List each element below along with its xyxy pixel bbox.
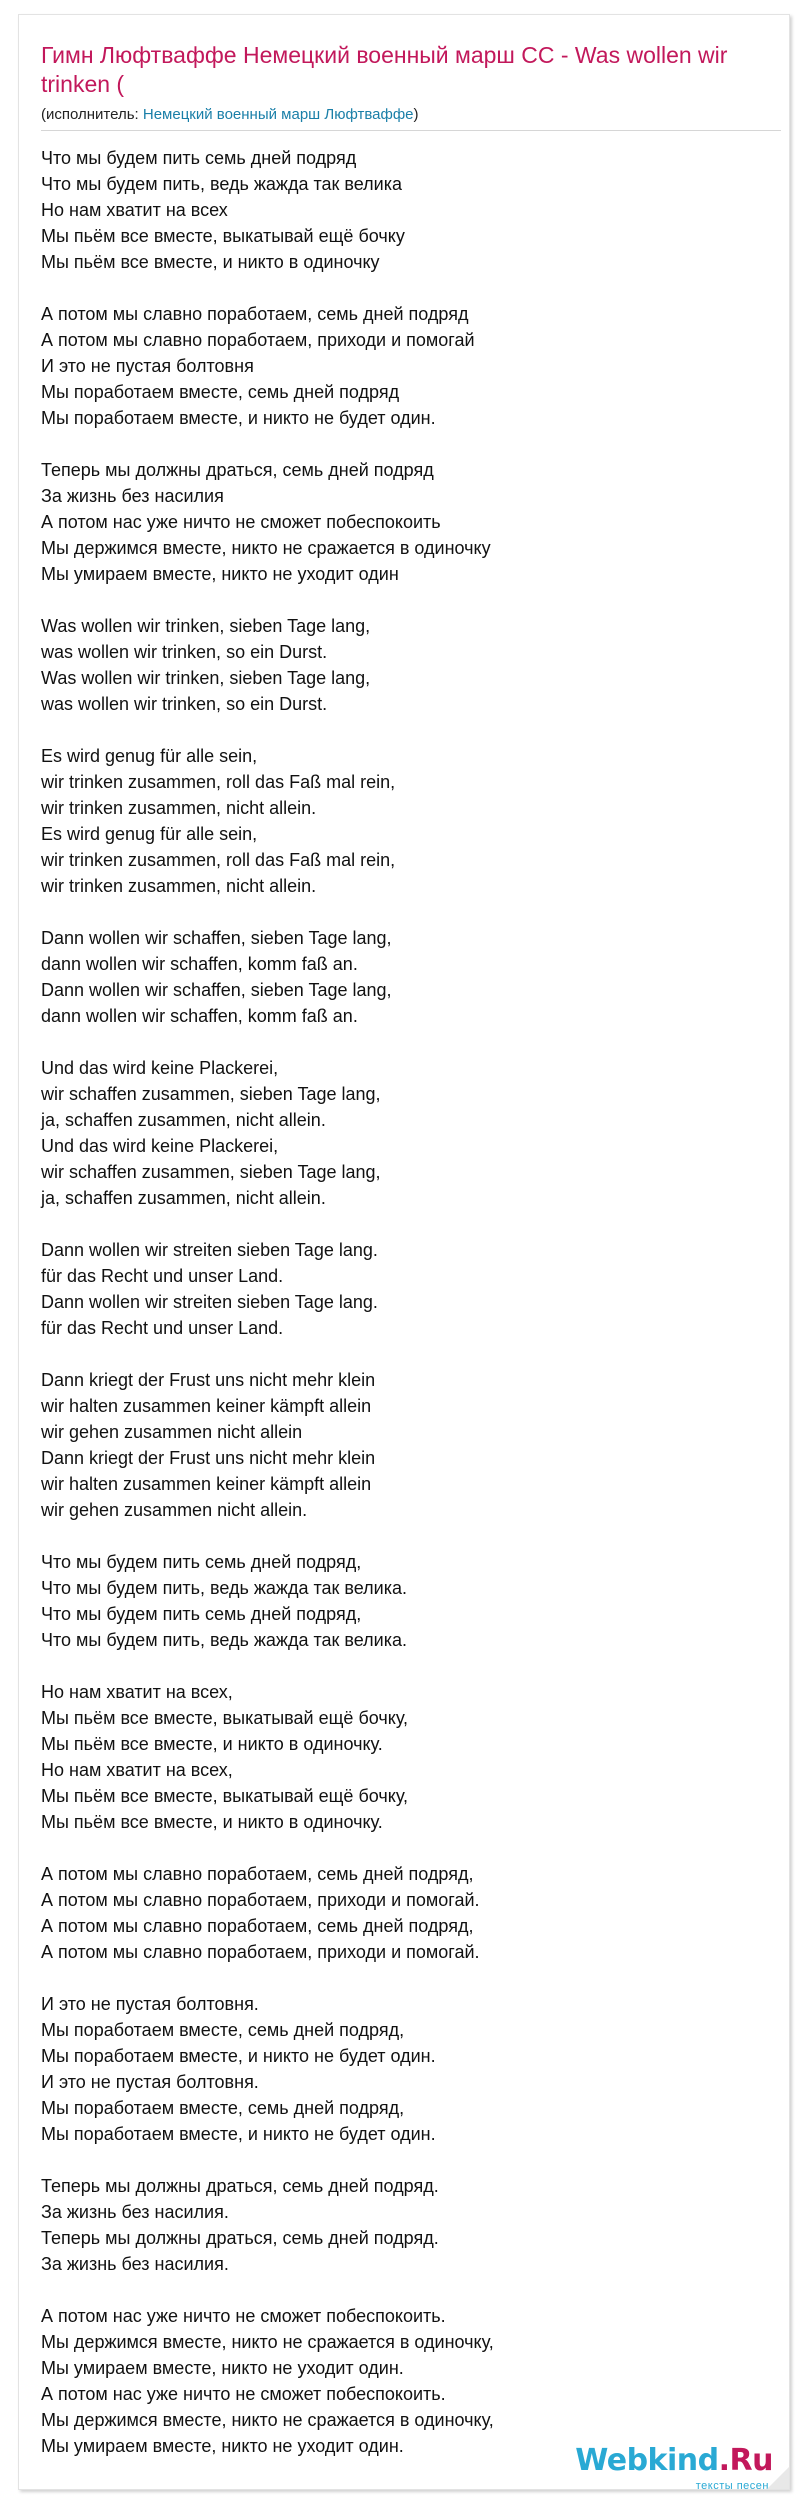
lyrics-line: ja, schaffen zusammen, nicht allein.	[41, 1188, 326, 1208]
lyrics-stanza	[41, 1237, 781, 1341]
lyrics-line: wir trinken zusammen, roll das Faß mal rein,	[41, 772, 396, 792]
lyrics-line: wir schaffen zusammen, sieben Tage lang,	[41, 1162, 381, 1182]
lyrics-line: Dann kriegt der Frust uns nicht mehr klein	[41, 1448, 376, 1468]
lyrics-line: für das Recht und unser Land.	[41, 1266, 284, 1286]
lyrics-line: За жизнь без насилия	[41, 486, 224, 506]
lyrics-line: Что мы будем пить, ведь жажда так велика	[41, 174, 403, 194]
lyrics-stanza	[41, 743, 781, 899]
lyrics-line: Но нам хватит на всех,	[41, 1682, 233, 1702]
lyrics-line: Es wird genug für alle sein,	[41, 824, 258, 844]
lyrics-line: Und das wird keine Plackerei,	[41, 1058, 279, 1078]
lyrics-line: Мы пьём все вместе, и никто в одиночку.	[41, 1734, 383, 1754]
lyrics-line: Dann wollen wir streiten sieben Tage lang.	[41, 1240, 378, 1260]
lyrics-line: Es wird genug für alle sein,	[41, 746, 258, 766]
lyrics-stanza	[41, 145, 781, 275]
lyrics-line: Was wollen wir trinken, sieben Tage lang,	[41, 616, 371, 636]
lyrics-stanza	[41, 1055, 781, 1211]
lyrics-line: А потом мы славно поработаем, семь дней подряд,	[41, 1864, 474, 1884]
lyrics-line: И это не пустая болтовня.	[41, 1994, 259, 2014]
lyrics-line: wir trinken zusammen, nicht allein.	[41, 798, 317, 818]
lyrics-stanza	[41, 1549, 781, 1653]
artist-link[interactable]: Немецкий военный марш Люфтваффе	[142, 106, 414, 123]
lyrics-line: За жизнь без насилия.	[41, 2202, 229, 2222]
lyrics-line: А потом мы славно поработаем, семь дней подряд	[41, 304, 469, 324]
lyrics-line: wir trinken zusammen, nicht allein.	[41, 876, 317, 896]
lyrics-line: Мы держимся вместе, никто не сражается в одиночку,	[41, 2332, 494, 2352]
lyrics-line: Но нам хватит на всех	[41, 200, 228, 220]
lyrics-stanza	[41, 613, 781, 717]
lyrics-line: Мы поработаем вместе, семь дней подряд,	[41, 2098, 405, 2118]
lyrics-line: ja, schaffen zusammen, nicht allein.	[41, 1110, 326, 1130]
lyrics-line: Мы пьём все вместе, и никто в одиночку.	[41, 1812, 383, 1832]
lyrics-stanza	[41, 1367, 781, 1523]
lyrics-line: Что мы будем пить, ведь жажда так велика.	[41, 1630, 408, 1650]
lyrics-line: Что мы будем пить семь дней подряд,	[41, 1604, 362, 1624]
artist-prefix: (исполнитель:	[41, 106, 143, 123]
lyrics-line: Мы поработаем вместе, семь дней подряд,	[41, 2020, 405, 2040]
lyrics-stanza	[41, 925, 781, 1029]
lyrics-line: Теперь мы должны драться, семь дней подряд	[41, 460, 434, 480]
lyrics-line: Мы поработаем вместе, и никто не будет один.	[41, 2124, 436, 2144]
lyrics-line: wir gehen zusammen nicht allein	[41, 1422, 303, 1442]
lyrics-line: wir trinken zusammen, roll das Faß mal rein,	[41, 850, 396, 870]
lyrics-line: wir schaffen zusammen, sieben Tage lang,	[41, 1084, 381, 1104]
logo-tagline: тексты песен	[695, 2480, 769, 2492]
lyrics-line: Мы умираем вместе, никто не уходит один.	[41, 2358, 404, 2378]
logo-brand: Webkind	[575, 2443, 719, 2478]
lyrics-line: für das Recht und unser Land.	[41, 1318, 284, 1338]
lyrics-line: Теперь мы должны драться, семь дней подряд.	[41, 2176, 439, 2196]
lyrics-line: Мы пьём все вместе, выкатывай ещё бочку,	[41, 1708, 409, 1728]
lyrics-body	[41, 145, 781, 2485]
lyrics-line: Теперь мы должны драться, семь дней подряд.	[41, 2228, 439, 2248]
lyrics-line: Что мы будем пить семь дней подряд	[41, 148, 357, 168]
lyrics-line: Мы пьём все вместе, и никто в одиночку	[41, 252, 380, 272]
lyrics-line: Мы пьём все вместе, выкатывай ещё бочку	[41, 226, 405, 246]
logo-tld: .Ru	[718, 2443, 773, 2478]
lyrics-line: А потом мы славно поработаем, приходи и помогай.	[41, 1942, 480, 1962]
artist-suffix: )	[413, 106, 419, 123]
lyrics-line: wir halten zusammen keiner kämpft allein	[41, 1474, 372, 1494]
lyrics-line: Was wollen wir trinken, sieben Tage lang,	[41, 668, 371, 688]
lyrics-line: За жизнь без насилия.	[41, 2254, 229, 2274]
lyrics-line: dann wollen wir schaffen, komm faß an.	[41, 1006, 358, 1026]
lyrics-line: Und das wird keine Plackerei,	[41, 1136, 279, 1156]
lyrics-line: wir gehen zusammen nicht allein.	[41, 1500, 308, 1520]
page-curl-corner	[767, 2467, 789, 2489]
lyrics-stanza	[41, 301, 781, 431]
lyrics-line: Что мы будем пить семь дней подряд,	[41, 1552, 362, 1572]
lyrics-line: Dann wollen wir streiten sieben Tage lang.	[41, 1292, 378, 1312]
lyrics-line: Мы пьём все вместе, выкатывай ещё бочку,	[41, 1786, 409, 1806]
lyrics-line: А потом нас уже ничто не сможет побеспокоить	[41, 512, 441, 532]
lyrics-stanza	[41, 2173, 781, 2277]
lyrics-line: И это не пустая болтовня.	[41, 2072, 259, 2092]
lyrics-line: dann wollen wir schaffen, komm faß an.	[41, 954, 358, 974]
lyrics-line: Мы умираем вместе, никто не уходит один.	[41, 2436, 404, 2456]
artist-line	[41, 105, 781, 131]
lyrics-line: Dann kriegt der Frust uns nicht mehr klein	[41, 1370, 376, 1390]
lyrics-stanza	[41, 2303, 781, 2459]
lyrics-line: Мы держимся вместе, никто не сражается в одиночку	[41, 538, 491, 558]
lyrics-line: Мы поработаем вместе, и никто не будет один.	[41, 408, 436, 428]
lyrics-stanza	[41, 1679, 781, 1835]
lyrics-line: А потом мы славно поработаем, семь дней подряд,	[41, 1916, 474, 1936]
lyrics-line: was wollen wir trinken, so ein Durst.	[41, 694, 328, 714]
lyrics-line: Мы умираем вместе, никто не уходит один	[41, 564, 399, 584]
lyrics-line: Dann wollen wir schaffen, sieben Tage lang,	[41, 928, 392, 948]
logo-wordmark	[563, 2443, 773, 2479]
lyrics-line: Но нам хватит на всех,	[41, 1760, 233, 1780]
lyrics-line: Что мы будем пить, ведь жажда так велика.	[41, 1578, 408, 1598]
lyrics-stanza	[41, 1991, 781, 2147]
lyrics-line: wir halten zusammen keiner kämpft allein	[41, 1396, 372, 1416]
webkind-logo[interactable]	[563, 2443, 773, 2499]
lyrics-line: Dann wollen wir schaffen, sieben Tage lang,	[41, 980, 392, 1000]
lyrics-line: А потом мы славно поработаем, приходи и помогай	[41, 330, 475, 350]
lyrics-line: А потом нас уже ничто не сможет побеспокоить.	[41, 2384, 446, 2404]
lyrics-line: was wollen wir trinken, so ein Durst.	[41, 642, 328, 662]
lyrics-line: И это не пустая болтовня	[41, 356, 254, 376]
lyrics-line: А потом мы славно поработаем, приходи и помогай.	[41, 1890, 480, 1910]
lyrics-line: А потом нас уже ничто не сможет побеспокоить.	[41, 2306, 446, 2326]
lyrics-page	[18, 14, 790, 2490]
lyrics-stanza	[41, 1861, 781, 1965]
lyrics-line: Мы держимся вместе, никто не сражается в одиночку,	[41, 2410, 494, 2430]
lyrics-line: Мы поработаем вместе, семь дней подряд	[41, 382, 400, 402]
song-title: Гимн Люфтваффе Немецкий военный марш СС - Was wollen wir trinken (	[41, 42, 728, 97]
lyrics-line: Мы поработаем вместе, и никто не будет один.	[41, 2046, 436, 2066]
lyrics-stanza	[41, 457, 781, 587]
